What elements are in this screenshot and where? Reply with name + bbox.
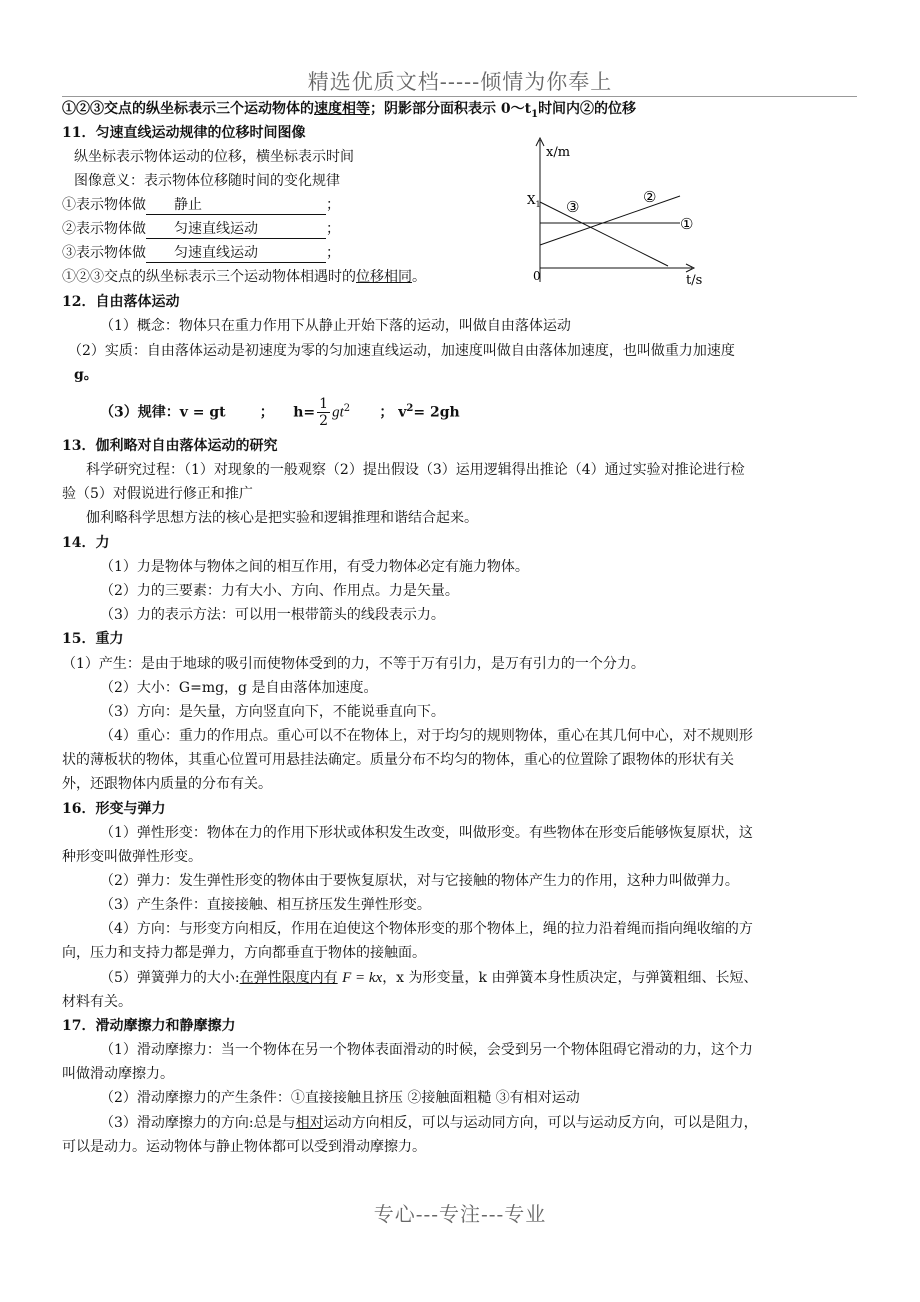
section-13-line-1: 科学研究过程：（1）对现象的一般观察（2）提出假设（3）运用逻辑得出推论（4）通过实验对推论进行检	[86, 462, 745, 478]
section-17-line-5: 可以是动力。运动物体与静止物体都可以受到滑动摩擦力。	[62, 1139, 426, 1155]
section-13-title: 13．伽利略对自由落体运动的研究	[62, 438, 278, 454]
graph-origin: 0	[533, 269, 541, 283]
section-16-line-8: 材料有关。	[62, 994, 132, 1010]
section-11-line-2: 图像意义：表示物体位移随时间的变化规律	[74, 173, 340, 189]
section-17-line-4	[100, 1113, 758, 1133]
fraction-numerator: 1	[319, 396, 329, 413]
law-sep-1: ；	[259, 404, 274, 421]
position-time-graph	[520, 132, 720, 292]
law-gt: gt	[332, 404, 344, 421]
direction-text-b: 总是与	[253, 1115, 296, 1131]
intro-text-d: 时间内②的位移	[538, 101, 637, 117]
direction-prefix: （3）滑动摩擦力的方向:	[100, 1115, 254, 1131]
spring-underlined: 在弹性限度内有	[239, 970, 338, 986]
law-gt-sup: 2	[343, 403, 351, 414]
page-footer: 专心---专注---专业	[373, 1202, 547, 1226]
section-17-line-2: 叫做滑动摩擦力。	[62, 1066, 174, 1082]
section-16-line-6: 向，压力和支持力都是弹力，方向都垂直于物体的接触面。	[62, 945, 426, 961]
section-15-line-6: 外，还跟物体内质量的分布有关。	[62, 776, 272, 792]
section-16-line-5: （4）方向：与形变方向相反，作用在迫使这个物体形变的那个物体上，绳的拉力沿着绳而指向绳收缩的方	[100, 921, 753, 937]
law-h-eq: h=	[293, 404, 316, 421]
section-13-line-3: 伽利略科学思想方法的核心是把实验和逻辑推理和谐结合起来。	[86, 510, 478, 526]
graph-line-2	[540, 196, 680, 245]
section-14-line-1: （1）力是物体与物体之间的相互作用，有受力物体必定有施力物体。	[100, 559, 529, 575]
line-6-text-a: ①②③交点的纵坐标表示三个运动物体相遇时的	[62, 269, 356, 285]
graph-x1-text: X	[527, 193, 536, 207]
section-11-line-6	[62, 267, 426, 287]
spring-suffix: ，x 为形变量，k 由弹簧本身性质决定，与弹簧粗细、长短、	[382, 970, 758, 986]
item-3-answer: 匀速直线运动	[146, 244, 326, 263]
item-2-answer: 匀速直线运动	[146, 220, 326, 239]
item-3-semicolon: ；	[326, 245, 340, 261]
law-2gh: = 2gh	[413, 404, 460, 421]
law-v2-sup: 2	[406, 403, 414, 414]
graph-line-3	[540, 202, 668, 266]
section-15-line-4: （4）重心：重力的作用点。重心可以不在物体上，对于均匀的规则物体，重心在其几何中心，对不规则形	[100, 728, 753, 744]
fraction-denominator: 2	[319, 413, 329, 430]
page-header: 精选优质文档-----倾情为你奉上	[307, 70, 613, 94]
intro-subscript: 1	[531, 108, 539, 120]
section-11-item-1	[62, 195, 340, 215]
section-11-item-2	[62, 219, 340, 239]
item-3-prefix: ③表示物体做	[62, 245, 146, 261]
half-fraction	[317, 396, 330, 429]
graph-x1-sub: 1	[535, 200, 541, 209]
section-16-title: 16．形变与弹力	[62, 801, 166, 817]
intro-text-b: ；阴影部分面积表示	[370, 101, 496, 117]
section-15-line-3: （3）方向：是矢量，方向竖直向下，不能说垂直向下。	[100, 704, 445, 720]
graph-label-1: ①	[680, 215, 694, 233]
line-6-text-b: 。	[412, 269, 426, 285]
section-14-title: 14．力	[62, 535, 110, 551]
section-17-title: 17．滑动摩擦力和静摩擦力	[62, 1018, 236, 1034]
spring-prefix: （5）弹簧弹力的大小:	[100, 970, 240, 986]
section-13-line-2: 验（5）对假说进行修正和推广	[62, 486, 253, 502]
section-14-line-2: （2）力的三要素：力有大小、方向、作用点。力是矢量。	[100, 583, 459, 599]
section-11-line-1: 纵坐标表示物体运动的位移，横坐标表示时间	[74, 149, 354, 165]
section-16-line-4: （3）产生条件：直接接触、相互挤压发生弹性形变。	[100, 897, 431, 913]
direction-text-c: 运动方向相反，可以与运动同方向，可以与运动反方向，可以是阻力，	[323, 1115, 758, 1131]
section-17-line-3: （2）滑动摩擦力的产生条件：①直接接触且挤压 ②接触面粗糙 ③有相对运动	[100, 1090, 580, 1106]
section-14-line-3: （3）力的表示方法：可以用一根带箭头的线段表示力。	[100, 607, 445, 623]
section-15-title: 15．重力	[62, 631, 124, 647]
section-11-item-3	[62, 243, 340, 263]
section-15-line-1: （1）产生：是由于地球的吸引而使物体受到的力，不等于万有引力，是万有引力的一个分力。	[62, 656, 645, 672]
direction-underlined: 相对	[295, 1115, 324, 1131]
item-1-prefix: ①表示物体做	[62, 197, 146, 213]
section-16-line-2: 种形变叫做弹性形变。	[62, 849, 202, 865]
law-v2: ； v	[379, 404, 407, 421]
intro-underlined: 速度相等	[314, 101, 370, 117]
item-2-prefix: ②表示物体做	[62, 221, 146, 237]
graph-label-2: ②	[643, 188, 657, 206]
section-11-title: 11．匀速直线运动规律的位移时间图像	[62, 125, 306, 141]
intro-text-c: 0～t	[496, 101, 532, 117]
graph-x1-label	[527, 193, 541, 209]
section-12-law	[100, 391, 460, 431]
item-1-semicolon: ；	[326, 197, 340, 213]
section-17-line-1: （1）滑动摩擦力：当一个物体在另一个物体表面滑动的时候，会受到另一个物体阻碍它滑动的力，这个力	[100, 1042, 753, 1058]
item-1-answer: 静止	[146, 196, 326, 215]
header-rule	[62, 96, 857, 97]
hooke-formula: F = kx	[342, 970, 383, 986]
section-12-line-2: （2）实质：自由落体运动是初速度为零的匀加速直线运动，加速度叫做自由落体加速度，也叫做重力加速度	[68, 343, 735, 359]
section-16-line-7	[100, 968, 757, 988]
section-15-line-5: 状的薄板状的物体，其重心位置可用悬挂法确定。质量分布不均匀的物体，重心的位置除了跟物体的形状有关	[62, 752, 734, 768]
line-6-underlined: 位移相同	[356, 269, 412, 285]
intro-line	[62, 99, 636, 125]
graph-label-3: ③	[566, 198, 580, 216]
section-16-line-1: （1）弹性形变：物体在力的作用下形状或体积发生改变，叫做形变。有些物体在形变后能够恢复原状，这	[100, 825, 753, 841]
item-2-semicolon: ；	[326, 221, 340, 237]
intro-text-a: ①②③交点的纵坐标表示三个运动物体的	[62, 101, 314, 117]
graph-y-label: x/m	[546, 145, 571, 160]
section-12-title: 12．自由落体运动	[62, 294, 180, 310]
law-v-eq: （3）规律：v = gt	[100, 404, 226, 421]
section-12-line-1: （1）概念：物体只在重力作用下从静止开始下落的运动，叫做自由落体运动	[100, 318, 571, 334]
section-12-line-3: g。	[74, 367, 98, 383]
section-16-line-3: （2）弹力：发生弹性形变的物体由于要恢复原状，对与它接触的物体产生力的作用，这种力叫做弹力。	[100, 873, 739, 889]
section-15-line-2: （2）大小：G=mg，g 是自由落体加速度。	[100, 680, 378, 696]
graph-x-label: t/s	[686, 273, 703, 288]
